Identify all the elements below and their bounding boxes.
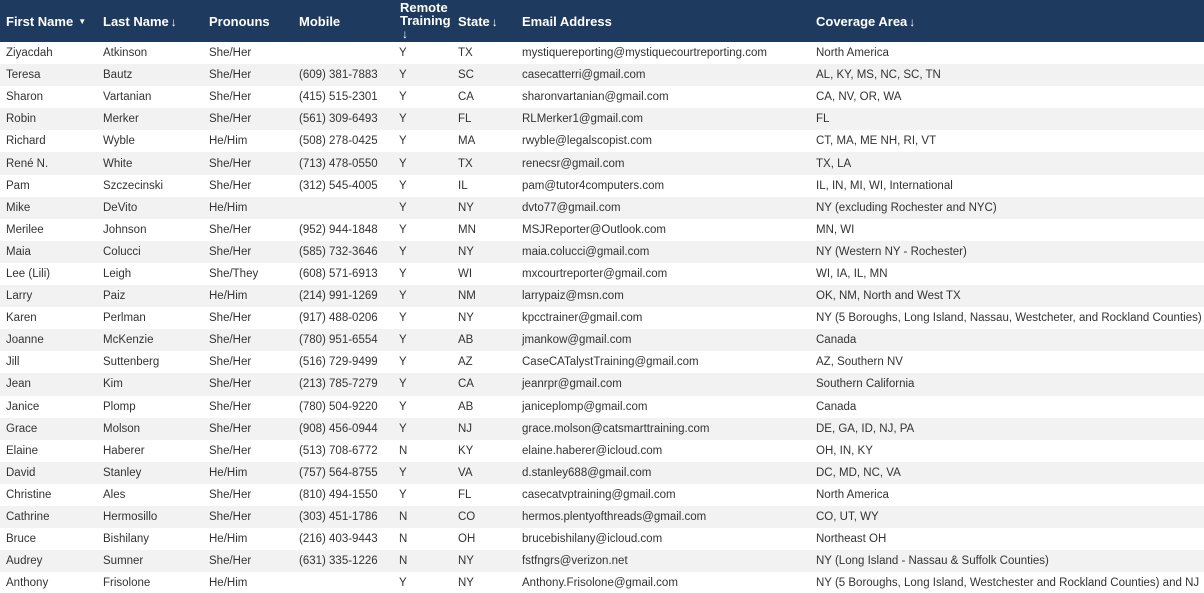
cell-state: AB [458,400,474,413]
cell-email: jmankow@gmail.com [522,334,632,347]
cell-mobile: (780) 951-6554 [299,334,378,347]
table-header [0,0,1204,42]
table-row[interactable] [0,152,1204,174]
cell-coverage-area: NY (excluding Rochester and NYC) [816,201,997,214]
cell-pronouns: She/Her [209,157,252,170]
table-row[interactable] [0,506,1204,528]
table-row[interactable] [0,351,1204,373]
table-row[interactable] [0,396,1204,418]
cell-first-name: Joanne [6,334,44,347]
cell-coverage-area: IL, IN, MI, WI, International [816,179,953,192]
cell-coverage-area: CO, UT, WY [816,511,879,524]
cell-first-name: Jean [6,378,31,391]
cell-first-name: Robin [6,113,37,126]
cell-remote-training: Y [399,91,407,104]
cell-email: janiceplomp@gmail.com [522,400,648,413]
sort-arrow-icon: ↓ [170,14,177,29]
cell-mobile [293,42,394,64]
cell-last-name: Bautz [103,69,133,82]
cell-state: AB [458,334,474,347]
cell-pronouns: He/Him [209,533,248,546]
cell-state: FL [458,488,472,501]
cell-last-name: Ales [103,488,126,501]
cell-last-name: Merker [103,113,139,126]
cell-mobile: (508) 278-0425 [299,135,378,148]
cell-pronouns: He/Him [209,290,248,303]
column-header-coverage-area[interactable] [810,0,1204,42]
cell-email: CaseCATalystTraining@gmail.com [522,356,699,369]
cell-mobile: (631) 335-1226 [299,555,378,568]
cell-pronouns: She/Her [209,179,252,192]
cell-remote-training: Y [399,290,407,303]
cell-pronouns: He/Him [209,577,248,590]
cell-email: mxcourtreporter@gmail.com [522,267,668,280]
cell-pronouns: She/Her [209,334,252,347]
table-row[interactable] [0,484,1204,506]
cell-first-name: Ziyacdah [6,47,53,60]
cell-pronouns: She/Her [209,356,252,369]
cell-remote-training: N [399,444,408,457]
table-row[interactable] [0,108,1204,130]
cell-coverage-area: Southern California [816,378,915,391]
cell-remote-training: Y [399,179,407,192]
cell-coverage-area: NY (5 Boroughs, Long Island, Westchester and Rockland Counties) and NJ [816,577,1200,590]
cell-state: NY [458,555,474,568]
cell-last-name: Johnson [103,223,147,236]
cell-coverage-area: DC, MD, NC, VA [816,466,901,479]
cell-mobile: (757) 564-8755 [299,466,378,479]
table-row[interactable] [0,550,1204,572]
cell-coverage-area: NY (Western NY - Rochester) [816,245,967,258]
table-row[interactable] [0,197,1204,219]
cell-first-name: Pam [6,179,30,192]
cell-remote-training: Y [399,267,407,280]
cell-remote-training: Y [399,400,407,413]
cell-email: larrypaiz@msn.com [522,290,624,303]
cell-coverage-area: AL, KY, MS, NC, SC, TN [816,69,941,82]
cell-remote-training: Y [399,488,407,501]
cell-pronouns: She/Her [209,511,252,524]
cell-first-name: Mike [6,201,31,214]
cell-first-name: Christine [6,488,52,501]
header-row [0,0,1204,42]
table-row[interactable] [0,440,1204,462]
column-header-label: First Name [6,13,74,29]
cell-remote-training: Y [399,245,407,258]
cell-email: sharonvartanian@gmail.com [522,91,669,104]
cell-state: MN [458,223,476,236]
cell-first-name: Maia [6,245,31,258]
cell-state: NY [458,312,474,325]
cell-email: casecatvptraining@gmail.com [522,488,676,501]
cell-email: MSJReporter@Outlook.com [522,223,666,236]
column-header-first-name[interactable] [0,0,97,42]
cell-coverage-area: CT, MA, ME NH, RI, VT [816,135,937,148]
cell-remote-training: Y [399,312,407,325]
cell-first-name: Anthony [6,577,49,590]
cell-pronouns: She/They [209,267,259,280]
cell-pronouns: She/Her [209,113,252,126]
cell-email: renecsr@gmail.com [522,157,625,170]
cell-remote-training: Y [399,157,407,170]
column-header-pronouns[interactable] [203,0,293,42]
cell-last-name: Stanley [103,466,142,479]
cell-mobile: (561) 309-6493 [299,113,378,126]
table-row[interactable] [0,329,1204,351]
cell-email: mystiquereporting@mystiquecourtreporting.com [522,47,767,60]
sort-arrow-icon: ↓ [491,14,498,29]
table-row[interactable] [0,528,1204,550]
cell-coverage-area: North America [816,47,889,60]
cell-email: dvto77@gmail.com [522,201,621,214]
table-row[interactable] [0,418,1204,440]
table-body [0,42,1204,593]
cell-first-name: Teresa [6,69,41,82]
table-row[interactable] [0,285,1204,307]
column-header-label: Coverage Area [816,13,908,29]
cell-email: jeanrpr@gmail.com [522,378,622,391]
cell-coverage-area: DE, GA, ID, NJ, PA [816,422,915,435]
cell-email: maia.colucci@gmail.com [522,245,650,258]
cell-state: NY [458,577,474,590]
cell-mobile: (609) 381-7883 [299,69,378,82]
cell-mobile: (415) 515-2301 [299,91,378,104]
cell-pronouns: She/Her [209,555,252,568]
cell-coverage-area: CA, NV, OR, WA [816,91,902,104]
cell-mobile: (917) 488-0206 [299,312,378,325]
table-row[interactable] [0,219,1204,241]
cell-state: SC [458,69,474,82]
cell-first-name: René N. [6,157,49,170]
cell-pronouns: She/Her [209,378,252,391]
cell-email: brucebishilany@icloud.com [522,533,663,546]
table-row[interactable] [0,263,1204,285]
cell-email: rwyble@legalscopist.com [522,135,652,148]
cell-pronouns: She/Her [209,400,252,413]
cell-last-name: DeVito [103,201,138,214]
cell-last-name: Wyble [103,135,135,148]
cell-remote-training: Y [399,378,407,391]
column-header-remote-training[interactable] [394,0,452,42]
cell-email: d.stanley688@gmail.com [522,466,652,479]
cell-last-name: McKenzie [103,334,154,347]
cell-first-name: Janice [6,400,40,413]
cell-coverage-area: Canada [816,334,857,347]
cell-state: TX [458,157,473,170]
cell-pronouns: He/Him [209,466,248,479]
cell-coverage-area: Canada [816,400,857,413]
cell-pronouns: She/Her [209,422,252,435]
cell-coverage-area: NY (5 Boroughs, Long Island, Nassau, Westcheter, and Rockland Counties) [816,312,1202,325]
cell-last-name: Bishilany [103,533,150,546]
table-row[interactable] [0,64,1204,86]
cell-email: kpcctrainer@gmail.com [522,312,643,325]
cell-mobile: (780) 504-9220 [299,400,378,413]
cell-last-name: Molson [103,422,141,435]
cell-last-name: Colucci [103,245,141,258]
cell-remote-training: N [399,533,408,546]
cell-first-name: Merilee [6,223,44,236]
table-row[interactable] [0,462,1204,484]
cell-mobile: (713) 478-0550 [299,157,378,170]
cell-coverage-area: OH, IN, KY [816,444,873,457]
cell-state: MA [458,135,476,148]
cell-email: casecatterri@gmail.com [522,69,646,82]
cell-state: NY [458,201,474,214]
cell-last-name: Atkinson [103,47,148,60]
cell-coverage-area: North America [816,488,889,501]
cell-coverage-area: AZ, Southern NV [816,356,903,369]
column-header-label: Email Address [522,13,612,29]
cell-mobile: (214) 991-1269 [299,290,378,303]
table-row[interactable] [0,373,1204,395]
cell-last-name: Szczecinski [103,179,164,192]
cell-state: CA [458,378,474,391]
column-header-email[interactable] [516,0,810,42]
cell-mobile: (516) 729-9499 [299,356,378,369]
cell-state: WI [458,267,473,280]
cell-remote-training: Y [399,113,407,126]
cell-last-name: Hermosillo [103,511,158,524]
cell-coverage-area: MN, WI [816,223,855,236]
cell-email: RLMerker1@gmail.com [522,113,643,126]
cell-remote-training: N [399,511,408,524]
column-header-state[interactable] [452,0,516,42]
column-header-label: State [458,13,490,29]
cell-pronouns: She/Her [209,444,252,457]
cell-mobile: (810) 494-1550 [299,488,378,501]
cell-last-name: Kim [103,378,123,391]
cell-last-name: Vartanian [103,91,152,104]
table-row[interactable] [0,86,1204,108]
cell-remote-training: N [399,555,408,568]
cell-last-name: Perlman [103,312,146,325]
cell-last-name: Paiz [103,290,126,303]
cell-first-name: Bruce [6,533,37,546]
cell-first-name: Richard [6,135,46,148]
cell-remote-training: Y [399,422,407,435]
table-row[interactable] [0,175,1204,197]
cell-pronouns: She/Her [209,488,252,501]
cell-remote-training: Y [399,356,407,369]
cell-coverage-area: WI, IA, IL, MN [816,267,888,280]
cell-state: CA [458,91,474,104]
cell-pronouns: She/Her [209,245,252,258]
cell-pronouns: She/Her [209,312,252,325]
cell-coverage-area: NY (Long Island - Nassau & Suffolk Counties) [816,555,1049,568]
cell-last-name: Sumner [103,555,144,568]
table-row[interactable] [0,241,1204,263]
cell-remote-training: Y [399,135,407,148]
cell-mobile [293,572,394,593]
column-header-label: Pronouns [209,13,270,29]
sort-desc-icon: ▼ [78,16,87,26]
cell-first-name: Sharon [6,91,44,104]
cell-mobile: (585) 732-3646 [299,245,378,258]
cell-first-name: David [6,466,36,479]
table-row[interactable] [0,130,1204,152]
cell-first-name: Jill [6,356,20,369]
cell-state: CO [458,511,476,524]
cell-pronouns: He/Him [209,135,248,148]
column-header-mobile[interactable] [293,0,394,42]
cell-state: VA [458,466,473,479]
cell-first-name: Cathrine [6,511,50,524]
cell-remote-training: Y [399,466,407,479]
cell-last-name: Haberer [103,444,145,457]
cell-coverage-area: OK, NM, North and West TX [816,290,961,303]
column-header-label-line2: Training [400,13,451,28]
cell-state: IL [458,179,468,192]
cell-email: hermos.plentyofthreads@gmail.com [522,511,707,524]
cell-remote-training: Y [399,223,407,236]
column-header-last-name[interactable] [97,0,203,42]
cell-last-name: Suttenberg [103,356,160,369]
cell-first-name: Audrey [6,555,43,568]
cell-state: NY [458,245,474,258]
cell-state: NM [458,290,476,303]
column-header-label: Last Name [103,13,169,29]
cell-mobile: (216) 403-9443 [299,533,378,546]
cell-mobile: (952) 944-1848 [299,223,378,236]
cell-coverage-area: FL [816,113,830,126]
cell-email: elaine.haberer@icloud.com [522,444,663,457]
cell-first-name: Elaine [6,444,38,457]
cell-email: fstfngrs@verizon.net [522,555,628,568]
cell-mobile [293,197,394,219]
table-row[interactable] [0,307,1204,329]
cell-mobile: (303) 451-1786 [299,511,378,524]
cell-last-name: Plomp [103,400,136,413]
cell-first-name: Grace [6,422,38,435]
cell-remote-training: Y [399,69,407,82]
cell-remote-training: Y [399,334,407,347]
cell-mobile: (513) 708-6772 [299,444,378,457]
cell-last-name: Frisolone [103,577,151,590]
sort-arrow-icon: ↓ [402,27,408,41]
cell-state: AZ [458,356,473,369]
cell-first-name: Larry [6,290,33,303]
cell-state: FL [458,113,472,126]
cell-first-name: Karen [6,312,37,325]
cell-coverage-area: TX, LA [816,157,852,170]
cell-email: Anthony.Frisolone@gmail.com [522,577,678,590]
column-header-label-line1: Remote [400,0,448,15]
cell-last-name: White [103,157,133,170]
cell-mobile: (608) 571-6913 [299,267,378,280]
cell-remote-training: Y [399,47,407,60]
cell-pronouns: She/Her [209,69,252,82]
cell-coverage-area: Northeast OH [816,533,887,546]
cell-state: OH [458,533,476,546]
cell-state: NJ [458,422,473,435]
cell-first-name: Lee (Lili) [6,267,51,280]
sort-arrow-icon: ↓ [909,14,916,29]
column-header-label: Mobile [299,13,341,29]
cell-mobile: (908) 456-0944 [299,422,378,435]
table-row[interactable] [0,42,1204,64]
cell-email: grace.molson@catsmarttraining.com [522,422,710,435]
cell-state: TX [458,47,473,60]
cell-remote-training: Y [399,201,407,214]
cell-email: pam@tutor4computers.com [522,179,665,192]
cell-pronouns: She/Her [209,223,252,236]
cell-pronouns: He/Him [209,201,248,214]
cell-mobile: (312) 545-4005 [299,179,378,192]
cell-state: KY [458,444,474,457]
cell-pronouns: She/Her [209,91,252,104]
cell-last-name: Leigh [103,267,132,280]
cell-mobile: (213) 785-7279 [299,378,378,391]
table-row[interactable] [0,572,1204,593]
cell-pronouns: She/Her [209,47,252,60]
cell-remote-training: Y [399,577,407,590]
